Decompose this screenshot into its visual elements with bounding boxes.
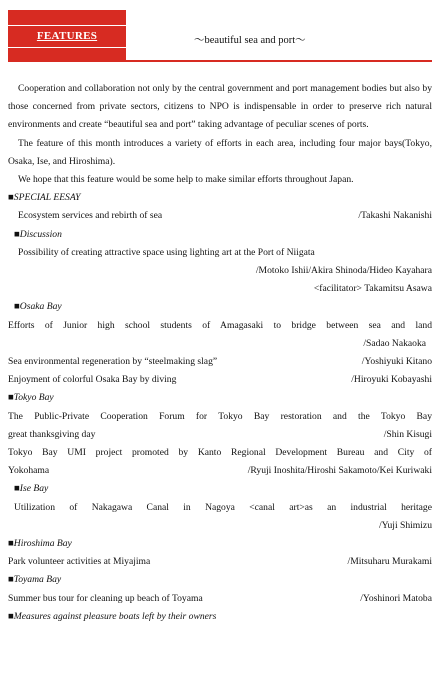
features-label: FEATURES xyxy=(36,30,98,42)
section-heading-toyama-bay: ■Toyama Bay xyxy=(8,574,62,586)
article-author: /Motoko Ishii/Akira Shinoda/Hideo Kayahara xyxy=(255,265,432,277)
section-heading-ise-bay: ■Ise Bay xyxy=(14,483,49,495)
article-title: great thanksgiving day xyxy=(8,428,96,440)
article-entry xyxy=(8,590,432,608)
feature-header xyxy=(8,10,432,62)
square-bullet-icon: ■ xyxy=(8,192,14,204)
square-bullet-icon: ■ xyxy=(8,392,14,404)
article-author: /Yoshiyuki Kitano xyxy=(361,356,432,368)
tab-stripe xyxy=(8,47,126,48)
feature-contents xyxy=(8,80,432,626)
article-author: /Shin Kisugi xyxy=(383,428,432,440)
article-facilitator: <facilitator> Takamitsu Asawa xyxy=(313,283,432,295)
article-title: Efforts of Junior high school students of Amagasaki to bridge between sea and land xyxy=(8,319,432,331)
article-title: Summer bus tour for cleaning up beach of Toyama xyxy=(8,592,203,604)
article-title: Possibility of creating attractive space using lighting art at the Port of Niigata xyxy=(18,246,315,258)
section-heading-osaka-bay: ■Osaka Bay xyxy=(14,301,62,313)
article-title: Enjoyment of colorful Osaka Bay by diving xyxy=(8,374,177,386)
intro-paragraph: Cooperation and collaboration not only by the central government and port management bodies but also by those concerned from private sectors, citizens to NPO is indispensable in order to preserve rich natural environments and create “beautiful sea and port” taking advantage of peculiar scenes of ports. xyxy=(8,83,432,131)
section-heading-hiroshima-bay: ■Hiroshima Bay xyxy=(8,538,72,550)
square-bullet-icon: ■ xyxy=(14,301,20,313)
article-title: Sea environmental regeneration by “steelmaking slag” xyxy=(8,356,218,368)
intro-paragraph: We hope that this feature would be some help to make similar efforts throughout Japan. xyxy=(18,174,354,186)
square-bullet-icon: ■ xyxy=(8,574,14,586)
article-entry xyxy=(8,207,432,225)
article-title: Yokohama xyxy=(8,465,50,477)
features-tab xyxy=(8,10,126,62)
square-bullet-icon: ■ xyxy=(8,610,14,622)
article-title: Park volunteer activities at Miyajima xyxy=(8,556,151,568)
article-author: /Takashi Nakanishi xyxy=(358,210,432,222)
article-title: Ecosystem services and rebirth of sea xyxy=(18,210,163,222)
article-author: /Sadao Nakaoka xyxy=(363,337,426,349)
square-bullet-icon: ■ xyxy=(14,228,20,240)
article-title: Tokyo Bay UMI project promoted by Kanto Regional Development Bureau and City of xyxy=(8,447,432,459)
section-heading-measures: ■Measures against pleasure boats left by their owners xyxy=(8,610,217,622)
square-bullet-icon: ■ xyxy=(14,483,20,495)
article-title: The Public-Private Cooperation Forum for Tokyo Bay restoration and the Tokyo Bay xyxy=(8,410,432,422)
article-author: /Yoshinori Matoba xyxy=(360,592,432,604)
article-title: Utilization of Nakagawa Canal in Nagoya <canal art>as an industrial heritage xyxy=(14,501,432,513)
article-author: /Mitsuharu Murakami xyxy=(347,556,432,568)
article-entry xyxy=(8,462,432,480)
article-entry xyxy=(8,353,432,371)
feature-subtitle: ～beautiful sea and port～ xyxy=(194,35,306,46)
article-author: /Ryuji Inoshita/Hiroshi Sakamoto/Kei Kuriwaki xyxy=(247,465,432,477)
intro-paragraph: The feature of this month introduces a variety of efforts in each area, including four major bays(Tokyo, Osaka, Ise, and Hiroshima). xyxy=(8,137,432,167)
tab-stripe xyxy=(8,25,126,26)
square-bullet-icon: ■ xyxy=(8,538,14,550)
section-heading-discussion: ■Discussion xyxy=(14,228,62,240)
section-heading-tokyo-bay: ■Tokyo Bay xyxy=(8,392,54,404)
header-rule xyxy=(126,60,432,62)
article-entry xyxy=(8,371,432,389)
section-heading-special-essay: ■SPECIAL EESAY xyxy=(8,192,81,204)
article-entry xyxy=(8,426,432,444)
article-author: /Yuji Shimizu xyxy=(378,519,432,531)
article-author: /Hiroyuki Kobayashi xyxy=(351,374,432,386)
article-entry xyxy=(8,553,432,571)
